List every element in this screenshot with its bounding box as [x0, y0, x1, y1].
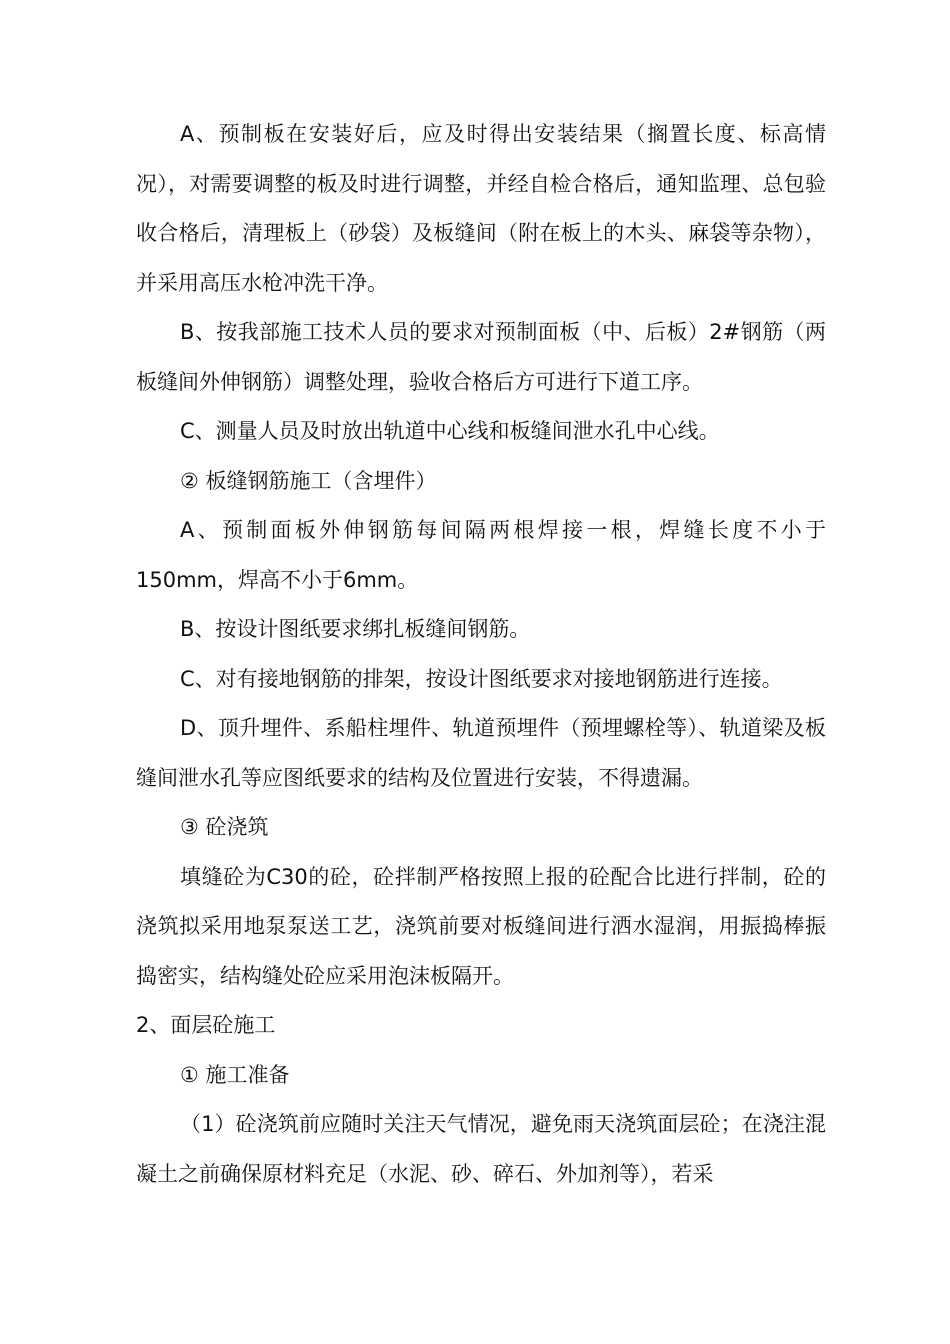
paragraph-a-welding: A、预制面板外伸钢筋每间隔两根焊接一根，焊缝长度不小于150mm，焊高不小于6mm。 — [136, 518, 826, 592]
section-heading-concrete-pour: ③ 砼浇筑 — [180, 815, 269, 839]
document-body — [136, 110, 826, 1199]
paragraph-weather-materials: （1）砼浇筑前应随时关注天气情况，避免雨天浇筑面层砼；在浇注混凝土之前确保原材料充足（水泥、砂、碎石、外加剂等），若采 — [136, 1112, 826, 1186]
paragraph-a-precast-install: A、预制板在安装好后，应及时得出安装结果（搁置长度、标高情况），对需要调整的板及时进行调整，并经自检合格后，通知监理、总包验收合格后，清理板上（砂袋）及板缝间（附在板上的木头、麻袋等杂物），并采用高压水枪冲洗干净。 — [136, 122, 826, 295]
section-heading-joint-rebar: ② 板缝钢筋施工（含埋件） — [180, 468, 437, 493]
paragraph-d-embedded-parts: D、顶升埋件、系船柱埋件、轨道预埋件（预埋螺栓等）、轨道梁及板缝间泄水孔等应图纸要求的结构及位置进行安装，不得遗漏。 — [136, 716, 826, 790]
section-heading-surface-concrete: 2、面层砼施工 — [136, 1013, 276, 1037]
paragraph-b-binding: B、按设计图纸要求绑扎板缝间钢筋。 — [180, 617, 531, 641]
paragraph-c-survey: C、测量人员及时放出轨道中心线和板缝间泄水孔中心线。 — [180, 419, 720, 443]
section-heading-preparation: ① 施工准备 — [180, 1062, 290, 1087]
paragraph-c-grounding: C、对有接地钢筋的排架，按设计图纸要求对接地钢筋进行连接。 — [180, 666, 783, 691]
paragraph-b-rebar-adjust: B、按我部施工技术人员的要求对预制面板（中、后板）2#钢筋（两板缝间外伸钢筋）调整处理，验收合格后方可进行下道工序。 — [136, 320, 826, 394]
paragraph-joint-concrete: 填缝砼为C30的砼，砼拌制严格按照上报的砼配合比进行拌制，砼的浇筑拟采用地泵泵送工艺，浇筑前要对板缝间进行洒水湿润，用振捣棒振捣密实，结构缝处砼应采用泡沫板隔开。 — [136, 864, 826, 988]
